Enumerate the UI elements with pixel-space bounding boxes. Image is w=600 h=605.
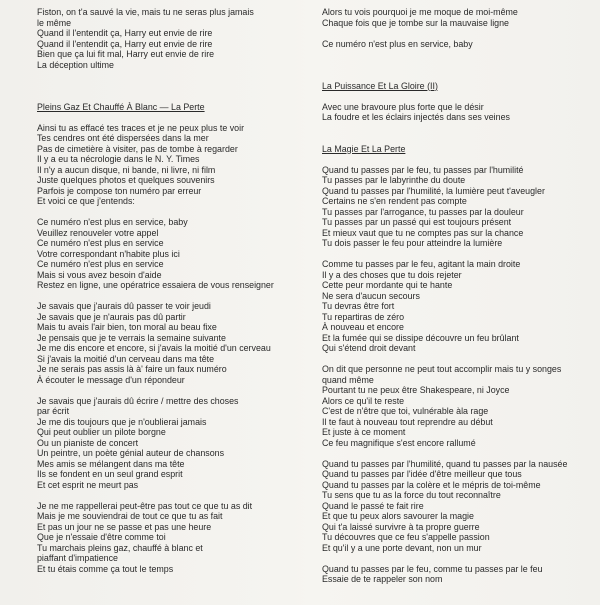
lyric-line: La déception ultime <box>37 59 114 70</box>
right-column <box>322 7 592 585</box>
lyric-line: On dit que personne ne peut tout accomplir mais tu y songes <box>322 364 562 374</box>
lyric-line: Mais si vous avez besoin d'aide <box>37 269 162 280</box>
lyric-line: quand même <box>322 374 374 385</box>
lyric-line: Qui s'étend droit devant <box>322 343 416 353</box>
lyric-line: par écrit <box>37 406 70 416</box>
lyric-line: Quand tu passes par l'humilité, la lumière peut t'aveugler <box>322 185 545 196</box>
lyric-line: Cette peur mordante qui te hante <box>322 280 453 290</box>
lyric-line: Tu dois passer le feu pour atteindre la lumière <box>322 238 503 248</box>
lyric-line: Tu repartiras de zéro <box>322 311 405 322</box>
lyric-line: Je pensais que je te verrais la semaine suivante <box>37 332 226 343</box>
stanza-gap <box>37 490 295 501</box>
lyric-line: Ce feu magnifique s'est encore rallumé <box>322 437 476 448</box>
lyric-line: piaffant d'impatience <box>37 553 118 563</box>
lyric-line: À écouter le message d'un répondeur <box>37 374 185 385</box>
lyric-line: Mes amis se mélangent dans ma tête <box>37 458 185 469</box>
lyric-line: Votre correspondant n'habite plus ici <box>37 248 180 259</box>
lyric-line: Certains ne s'en rendent pas compte <box>322 196 467 206</box>
lyric-line: À nouveau et encore <box>322 322 404 332</box>
stanza-gap <box>322 133 592 144</box>
lyric-line: Et juste à ce moment <box>322 427 406 437</box>
stanza-gap <box>322 123 592 134</box>
lyric-line: Et tu étais comme ça tout le temps <box>37 563 174 574</box>
lyric-line: Ce numéro n'est plus en service, baby <box>37 217 188 227</box>
lyric-line: Et mieux vaut que tu ne comptes pas sur la chance <box>322 227 524 238</box>
lyric-line: Comme tu passes par le feu, agitant la main droite <box>322 259 521 269</box>
lyric-line: Mais je me souviendrai de tout ce que tu as fait <box>37 511 223 521</box>
lyric-line: Pas de cimetière à visiter, pas de tombe à regarder <box>37 143 238 154</box>
stanza-gap <box>37 91 295 102</box>
lyric-line: Juste quelques photos et quelques souvenirs <box>37 175 215 185</box>
stanza-gap <box>37 70 295 81</box>
lyric-line: Tu passes par l'arrogance, tu passes par la douleur <box>322 206 524 217</box>
stanza-gap <box>37 291 295 302</box>
lyric-line: Ce numéro n'est plus en service, baby <box>322 38 473 49</box>
stanza-gap <box>322 154 592 165</box>
stanza-gap <box>37 207 295 218</box>
lyric-line: Je me dis toujours que je n'oublierai jamais <box>37 416 207 427</box>
lyric-line: Quand tu passes par l'humilité, quand tu passes par la nausée <box>322 458 568 469</box>
lyric-line: Alors tu vois pourquoi je me moque de moi-même <box>322 7 518 17</box>
lyric-line: le même <box>37 17 72 28</box>
lyric-line: Je savais que j'aurais dû passer te voir jeudi <box>37 301 211 311</box>
lyric-line: Tu sens que tu as la force du tout reconnaître <box>322 490 501 500</box>
lyric-line: Pourtant tu ne peux être Shakespeare, ni Joyce <box>322 385 510 395</box>
lyric-line: Essaie de te rappeler son nom <box>322 574 443 584</box>
stanza-gap <box>322 49 592 60</box>
stanza-gap <box>322 354 592 365</box>
lyric-line: Quand il l'entendit ça, Harry eut envie de rire <box>37 38 213 49</box>
lyric-line: Tu découvres que ce feu s'appelle passion <box>322 532 490 542</box>
lyric-line: Et qu'il y a une porte devant, non un mur <box>322 542 482 553</box>
lyric-line: Quand tu passes par l'idée d'être meilleur que tous <box>322 469 522 479</box>
lyric-line: Ce numéro n'est plus en service <box>37 238 164 248</box>
lyric-line: Je me dis encore et encore, si j'avais la moitié d'un cerveau <box>37 343 271 353</box>
lyric-line: Quand le passé te fait rire <box>322 500 424 511</box>
lyric-line: Il te faut à nouveau tout reprendre au début <box>322 416 493 427</box>
lyric-line: Restez en ligne, une opératrice essaiera de vous renseigner <box>37 280 274 290</box>
lyric-line: Quand il l'entendit ça, Harry eut envie de rire <box>37 28 213 38</box>
stanza-gap <box>322 553 592 564</box>
lyric-line: Ce numéro n'est plus en service <box>37 259 164 269</box>
stanza-gap <box>322 249 592 260</box>
lyric-line: Ils se fondent en un seul grand esprit <box>37 469 183 479</box>
lyric-line: Je ne me rappellerai peut-être pas tout ce que tu as dit <box>37 500 253 511</box>
lyric-line: Qui t'a laissé survivre à ta propre guerre <box>322 521 480 532</box>
stanza-gap <box>322 60 592 71</box>
lyric-line: Tu passes par un passé qui est toujours présent <box>322 217 512 227</box>
lyric-line: Ou un pianiste de concert <box>37 437 139 448</box>
lyric-line: Quand tu passes par la colère et le mépris de toi-même <box>322 479 541 490</box>
lyric-line: Et que tu peux alors savourer la magie <box>322 511 474 521</box>
stanza-gap <box>322 448 592 459</box>
lyric-line: Ainsi tu as effacé tes traces et je ne peux plus te voir <box>37 122 245 133</box>
lyric-line: Et pas un jour ne se passe et pas une heure <box>37 521 212 532</box>
lyric-line: Je savais que j'aurais dû écrire / mettre des choses <box>37 395 239 406</box>
lyric-line: Avec une bravoure plus forte que le désir <box>322 101 484 112</box>
lyric-line: Tu passes par le labyrinthe du doute <box>322 175 466 185</box>
lyric-line: C'est de n'être que toi, vulnérable àla rage <box>322 406 489 416</box>
lyric-line: Il y a des choses que tu dois rejeter <box>322 269 462 280</box>
lyric-line: Mais tu avais l'air bien, ton moral au beau fixe <box>37 322 217 332</box>
stanza-gap <box>37 112 295 123</box>
lyric-line: Fiston, on t'a sauvé la vie, mais tu ne seras plus jamais <box>37 7 254 17</box>
lyric-line: Quand tu passes par le feu, tu passes par l'humilité <box>322 164 524 175</box>
lyric-line: Tes cendres ont été dispersées dans la mer <box>37 133 209 143</box>
lyric-line: Alors ce qu'il te reste <box>322 395 405 406</box>
lyric-line: La foudre et les éclairs injectés dans ses veines <box>322 112 510 122</box>
lyric-line: Que je n'essaie d'être comme toi <box>37 532 166 542</box>
stanza-gap <box>37 81 295 92</box>
lyric-line: Je savais que je n'aurais pas dû partir <box>37 311 186 322</box>
song-title: Pleins Gaz Et Chauffé À Blanc — La Perte <box>37 101 205 112</box>
lyric-line: Et cet esprit ne meurt pas <box>37 479 139 490</box>
lyric-line: Veuillez renouveler votre appel <box>37 227 159 238</box>
lyric-line: Tu marchais pleins gaz, chauffé à blanc et <box>37 542 203 553</box>
lyric-line: Bien que ça lui fit mal, Harry eut envie de rire <box>37 49 215 59</box>
stanza-gap <box>37 385 295 396</box>
stanza-gap <box>322 70 592 81</box>
lyric-line: Qui peut oublier un pilote borgne <box>37 427 166 437</box>
stanza-gap <box>322 28 592 39</box>
lyric-line: Je ne serais pas assis là à' faire un faux numéro <box>37 364 227 374</box>
lyric-line: Si j'avais la moitié d'un cerveau dans ma tête <box>37 353 215 364</box>
lyric-line: Chaque fois que je tombe sur la mauvaise ligne <box>322 17 509 28</box>
lyric-line: Il n'y a aucun disque, ni bande, ni livre, ni film <box>37 164 216 175</box>
song-title: La Magie Et La Perte <box>322 143 406 154</box>
lyric-line: Et la fumée qui se dissipe découvre un feu brûlant <box>322 332 519 343</box>
lyric-line: Ne sera d'aucun secours <box>322 290 420 301</box>
lyric-line: Parfois je compose ton numéro par erreur <box>37 185 202 196</box>
lyric-line: Quand tu passes par le feu, comme tu passes par le feu <box>322 563 543 574</box>
lyric-line: Il y a eu ta nécrologie dans le N. Y. Times <box>37 154 200 164</box>
lyric-line: Et voici ce que j'entends: <box>37 196 135 206</box>
song-title: La Puissance Et La Gloire (II) <box>322 80 438 91</box>
lyric-line: Un peintre, un poète génial auteur de chansons <box>37 448 225 458</box>
lyric-line: Tu devras être fort <box>322 301 395 311</box>
left-column <box>37 7 295 574</box>
stanza-gap <box>322 91 592 102</box>
